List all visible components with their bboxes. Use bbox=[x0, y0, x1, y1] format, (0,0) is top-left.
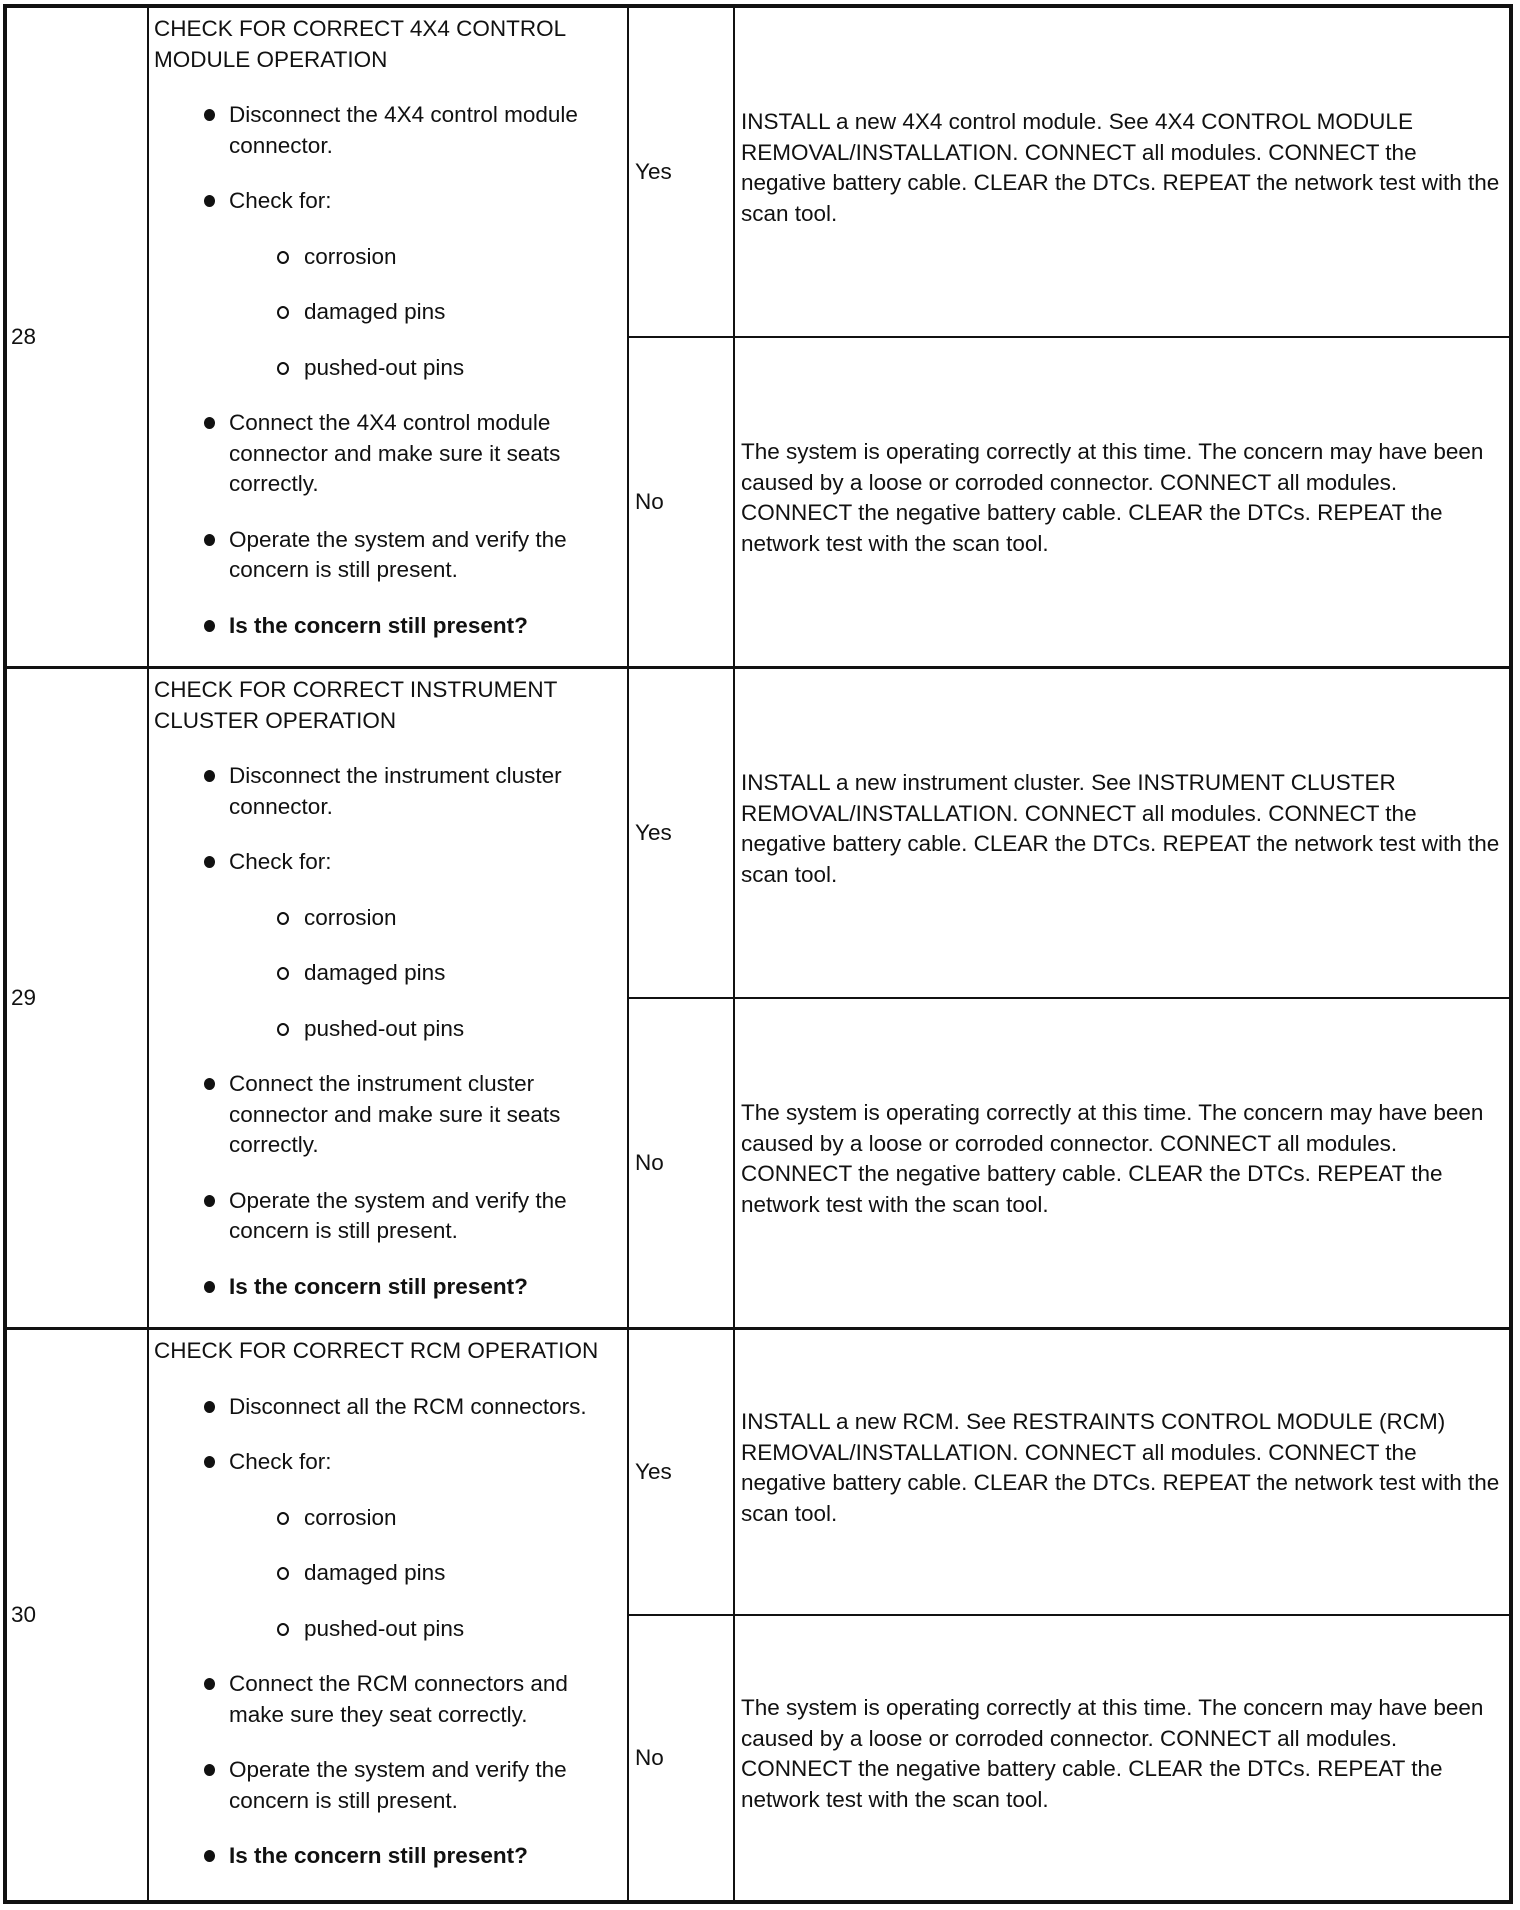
no-branch bbox=[629, 997, 1509, 1327]
yes-action: INSTALL a new instrument cluster. See INSTRUMENT CLUSTER REMOVAL/INSTALLATION. CONNECT all modules. CONNECT the negative battery cable. CLEAR the DTCs. REPEAT the network test with the scan tool. bbox=[741, 770, 1500, 887]
no-branch bbox=[629, 336, 1509, 666]
sub-bullet-item: damaged pins bbox=[154, 1558, 623, 1589]
yes-label: Yes bbox=[629, 669, 735, 997]
bullet-item: Connect the 4X4 control module connector and make sure it seats correctly. bbox=[154, 408, 623, 500]
no-label: No bbox=[629, 1616, 735, 1900]
yes-branch bbox=[629, 1330, 1509, 1614]
test-steps bbox=[149, 1330, 629, 1900]
yes-label: Yes bbox=[629, 8, 735, 336]
bullet-item: Connect the RCM connectors and make sure they seat correctly. bbox=[154, 1669, 623, 1730]
table-row bbox=[7, 669, 1509, 1330]
table-row bbox=[7, 1330, 1509, 1900]
step-title: CHECK FOR CORRECT INSTRUMENT CLUSTER OPERATION bbox=[154, 677, 557, 733]
step-number: 30 bbox=[7, 1330, 149, 1900]
bullet-item: Disconnect the 4X4 control module connector. bbox=[154, 100, 623, 161]
bullet-item: Operate the system and verify the concern is still present. bbox=[154, 525, 623, 586]
bullet-item: Disconnect the instrument cluster connector. bbox=[154, 761, 623, 822]
step-number: 28 bbox=[7, 8, 149, 666]
sub-bullet-item: corrosion bbox=[154, 903, 623, 934]
answers bbox=[629, 8, 1509, 666]
answers bbox=[629, 1330, 1509, 1900]
sub-bullet-item: pushed-out pins bbox=[154, 1014, 623, 1045]
bullet-item: Operate the system and verify the concern is still present. bbox=[154, 1186, 623, 1247]
test-steps bbox=[149, 669, 629, 1327]
answers bbox=[629, 669, 1509, 1327]
sub-bullet-item: corrosion bbox=[154, 242, 623, 273]
question-item: Is the concern still present? bbox=[154, 1272, 623, 1303]
question-item: Is the concern still present? bbox=[154, 1841, 623, 1872]
diagnostic-test-table bbox=[3, 4, 1513, 1904]
sub-bullet-item: pushed-out pins bbox=[154, 1614, 623, 1645]
test-steps bbox=[149, 8, 629, 666]
sub-bullet-item: damaged pins bbox=[154, 958, 623, 989]
step-title: CHECK FOR CORRECT RCM OPERATION bbox=[154, 1338, 599, 1363]
yes-branch bbox=[629, 8, 1509, 336]
question-item: Is the concern still present? bbox=[154, 611, 623, 642]
bullet-item: Connect the instrument cluster connector and make sure it seats correctly. bbox=[154, 1069, 623, 1161]
step-number: 29 bbox=[7, 669, 149, 1327]
no-label: No bbox=[629, 338, 735, 666]
yes-label: Yes bbox=[629, 1330, 735, 1614]
no-action: The system is operating correctly at this time. The concern may have been caused by a loose or corroded connector. CONNECT all modules. CONNECT the negative battery cable. CLEAR the DTCs. REPEAT the network test with the scan tool. bbox=[741, 1695, 1484, 1812]
table-row bbox=[7, 8, 1509, 669]
bullet-item: Check for: bbox=[154, 1447, 623, 1478]
no-label: No bbox=[629, 999, 735, 1327]
yes-branch bbox=[629, 669, 1509, 997]
no-action: The system is operating correctly at this time. The concern may have been caused by a loose or corroded connector. CONNECT all modules. CONNECT the negative battery cable. CLEAR the DTCs. REPEAT the network test with the scan tool. bbox=[741, 1100, 1484, 1217]
yes-action: INSTALL a new 4X4 control module. See 4X4 CONTROL MODULE REMOVAL/INSTALLATION. CONNECT all modules. CONNECT the negative battery cable. CLEAR the DTCs. REPEAT the network test with the scan tool. bbox=[741, 109, 1500, 226]
step-title: CHECK FOR CORRECT 4X4 CONTROL MODULE OPERATION bbox=[154, 16, 566, 72]
no-action: The system is operating correctly at this time. The concern may have been caused by a loose or corroded connector. CONNECT all modules. CONNECT the negative battery cable. CLEAR the DTCs. REPEAT the network test with the scan tool. bbox=[741, 439, 1484, 556]
bullet-item: Check for: bbox=[154, 847, 623, 878]
bullet-item: Operate the system and verify the concern is still present. bbox=[154, 1755, 623, 1816]
bullet-item: Disconnect all the RCM connectors. bbox=[154, 1392, 623, 1423]
bullet-item: Check for: bbox=[154, 186, 623, 217]
sub-bullet-item: damaged pins bbox=[154, 297, 623, 328]
no-branch bbox=[629, 1614, 1509, 1900]
sub-bullet-item: corrosion bbox=[154, 1503, 623, 1534]
sub-bullet-item: pushed-out pins bbox=[154, 353, 623, 384]
yes-action: INSTALL a new RCM. See RESTRAINTS CONTROL MODULE (RCM) REMOVAL/INSTALLATION. CONNECT all modules. CONNECT the negative battery cable. CLEAR the DTCs. REPEAT the network test with the scan tool. bbox=[741, 1409, 1500, 1526]
